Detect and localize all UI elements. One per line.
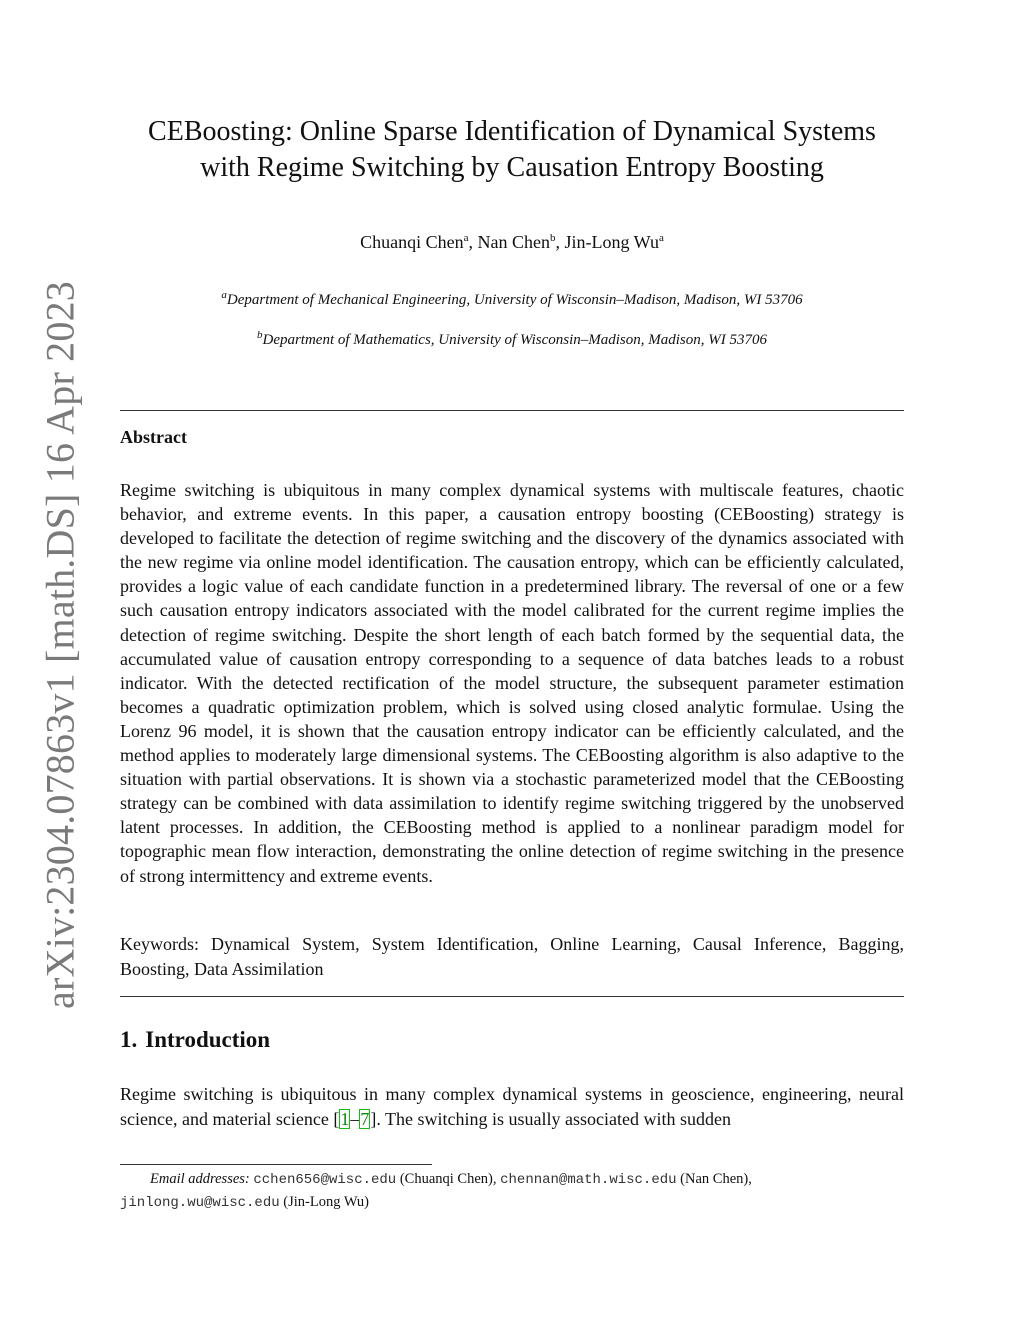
author-affil-mark: b (550, 232, 556, 244)
email-owner: (Jin-Long Wu) (283, 1194, 369, 1210)
author-list: Chuanqi Chen$^a$, Nan Chen$^b$, Jin-Long Wu$^a$ (360, 232, 664, 252)
footnote-emails (120, 1168, 904, 1214)
intro-text-before: Regime switching is ubiquitous in many complex dynamical systems in geoscience, engineering, neural science, and material science [ (120, 1084, 904, 1129)
abstract-bottom-rule (120, 996, 904, 997)
affiliation-text: Department of Mechanical Engineering, University of Wisconsin–Madison, Madison, WI 53706 (226, 292, 803, 308)
abstract-body: Regime switching is ubiquitous in many complex dynamical systems with multiscale features, chaotic behavior, and extreme events. In this paper, a causation entropy boosting (CEBoosting) strategy is developed to facilitate the detection of regime switching and the discovery of the dynamics associated with the new regime via online model identification. The causation entropy, which can be efficiently calculated, provides a logic value of each candidate function in a predetermined library. The reversal of one or a few such causation entropy indicators associated with the model calibrated for the current regime implies the detection of regime switching. Despite the short length of each batch formed by the sequential data, the accumulated value of causation entropy corresponding to a sequence of data batches leads to a robust indicator. With the detected rectification of the model structure, the subsequent parameter estimation becomes a quadratic optimization problem, which is solved using closed analytic formulae. Using the Lorenz 96 model, it is shown that the causation entropy indicator can be efficiently calculated, and the method applies to moderately large dimensional systems. The CEBoosting algorithm is also adaptive to the situation with partial observations. It is shown via a stochastic parameterized model that the CEBoosting strategy can be combined with data assimilation to identify regime switching triggered by the unobserved latent processes. In addition, the CEBoosting method is applied to a nonlinear paradigm model for topographic mean flow interaction, demonstrating the online detection of regime switching in the presence of strong intermittency and extreme events. (120, 480, 904, 886)
citation-link[interactable]: 7 (360, 1108, 370, 1129)
footnote-lead: Email addresses: (150, 1171, 250, 1187)
author-name: Nan Chen (477, 232, 551, 252)
title-line-2: with Regime Switching by Causation Entropy Boosting (200, 152, 824, 183)
affiliation-b (120, 329, 904, 349)
email-owner: (Nan Chen), (680, 1171, 752, 1187)
title-line-1: CEBoosting: Online Sparse Identification of Dynamical Systems (148, 116, 876, 147)
introduction-paragraph (120, 1082, 904, 1131)
abstract-heading: Abstract (120, 427, 187, 447)
email-owner: (Chuanqi Chen), (399, 1171, 497, 1187)
paper-title (100, 114, 924, 186)
section-title: Introduction (145, 1027, 271, 1052)
email-link[interactable]: chennan@math.wisc.edu (500, 1172, 677, 1188)
citation-range-separator: – (350, 1108, 360, 1129)
section-number: 1. (120, 1027, 138, 1052)
footnote-rule (120, 1164, 432, 1165)
author-affil-mark: a (463, 232, 469, 244)
email-link[interactable]: jinlong.wu@wisc.edu (120, 1195, 280, 1211)
citation-link[interactable]: 1 (340, 1108, 350, 1129)
abstract-top-rule (120, 410, 904, 411)
intro-text-after: ]. The switching is usually associated with sudden (370, 1108, 731, 1129)
author-name: Chuanqi Chen (360, 232, 464, 252)
affiliation-text: Department of Mathematics, University of Wisconsin–Madison, Madison, WI 53706 (262, 332, 768, 348)
author-name: Jin-Long Wu (564, 232, 659, 252)
arxiv-identifier: arXiv:2304.07863v1 [math.DS] 16 Apr 2023 (37, 281, 83, 1009)
email-link[interactable]: cchen656@wisc.edu (253, 1172, 397, 1188)
section-heading-introduction (120, 1027, 270, 1053)
affiliation-mark: b (256, 329, 263, 341)
keywords: Keywords: Dynamical System, System Identification, Online Learning, Causal Inference, Bagging, Boosting, Data Assimilation (120, 934, 904, 979)
affiliation-a (120, 289, 904, 309)
affiliation-mark: a (221, 289, 227, 301)
author-affil-mark: a (658, 232, 664, 244)
